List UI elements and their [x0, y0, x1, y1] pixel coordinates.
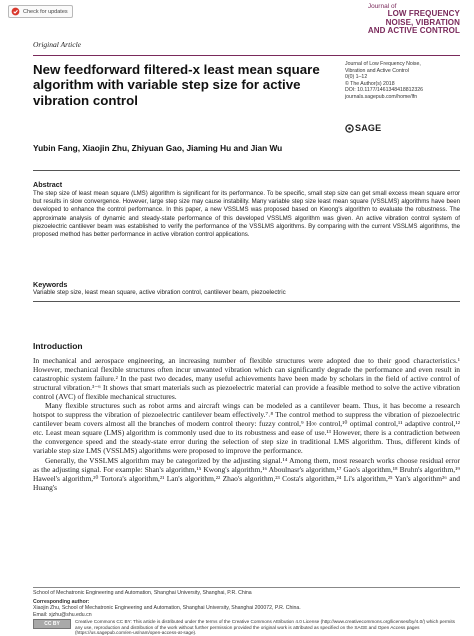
keywords-heading: Keywords: [33, 280, 68, 289]
publisher-name: SAGE: [355, 123, 382, 133]
introduction-paragraph: Generally, the VSSLMS algorithm may be categorized by the adjusting signal.¹⁴ Among them, most research works choose residual error as the adjusting signal. For example: Shan's algorithm,¹⁵ Kwong's algorithm,¹⁶ Aboulnasr's algorithm,¹⁷ Gao's algorithm,¹⁸ Bruhn's algorithm,¹⁹ Haweel's algorithm,²⁰ Tortora's algorithm,²¹ Lan's algorithm,²² Zhao's algorithm,²³ Costa's algorithm,²⁴ Li's algorithm,²⁵ Yan's algorithm²⁶ and Huang's: [33, 455, 460, 492]
footnote-divider: [33, 587, 460, 588]
corresponding-email[interactable]: Email: xjzhu@shu.edu.cn: [33, 611, 92, 618]
header-divider: [33, 55, 460, 56]
introduction-paragraph: Many flexible structures such as robot arms and aircraft wings can be modeled as a cantilever beam. Thus, it has become a research hotspot to suppress the vibration of piezoelectric cantilever beam effectively.⁷˒⁸ The control method to suppress the vibration of piezoelectric cantilever beam covers almost all the branches of modern control theory: fuzzy control,⁹ H∞ control,¹⁰ optimal control,¹¹ adaptive control,¹² etc. Least mean square (LMS) algorithm is commonly used due to its robustness and ease of use.¹³ However, there is a contradiction between the convergence speed and the steady-state error during the selection of step size in traditional LMS algorithm. Thus, different kinds of variable step size LMS (VSSLMS) algorithms were proposed to improve the performance.: [33, 401, 460, 456]
license-notice: [33, 619, 460, 636]
publisher-logo: [345, 123, 381, 133]
corresponding-address: Xiaojin Zhu, School of Mechatronic Engineering and Automation, Shanghai University, Shanghai 200072, P.R. China.: [33, 605, 301, 612]
journal-name-line-2: NOISE, VIBRATION: [385, 17, 460, 27]
journal-name-line-3: AND ACTIVE CONTROL: [367, 26, 460, 36]
abstract-text: The step size of least mean square (LMS) algorithm is significant for its performance. To be specific, small step size can get small excess mean square error but results in slow convergence. However, large step size may cause instability. Many variable step size least mean square (VSSLMS) algorithms have been developed to enhance the control performance. In this paper, a new VSSLMS was proposed based on Kwong's algorithm to evaluate the robustness. The approximate analysis of dynamic and steady-state performance of this developed VSSLMS algorithm was given. An active vibration control system of piezoelectric cantilever beam was established to verify the performance of the VSSLMS algorithms. By comparing with the current VSSLMS algorithms, the proposed method has better performance in active vibration control applications.: [33, 190, 460, 239]
keywords-divider: [33, 301, 460, 302]
corresponding-heading: Corresponding author:: [33, 599, 90, 605]
journal-masthead: [368, 3, 460, 36]
license-text: Creative Commons CC BY: This article is distributed under the terms of the Creative Commons Attribution 4.0 License (http://www.creativecommons.org/licenses/by/4.0/) which permits any use, reproduction and distribution of the work without further permission provided the original work is attributed as specified on the SAGE and Open Access pages (https://us.sagepub.com/en-us/nam/open-access-at-sage).: [75, 619, 456, 636]
corresponding-author: [33, 599, 301, 618]
article-type: Original Article: [33, 40, 81, 49]
meta-line: Journal of Low Frequency Noise,: [345, 61, 421, 67]
cc-license-icon: [33, 619, 71, 629]
sage-logo-icon: [345, 124, 354, 133]
refresh-icon: [11, 7, 20, 16]
introduction-body: [33, 356, 460, 492]
meta-line: Vibration and Active Control: [345, 67, 409, 74]
check-for-updates-badge[interactable]: [8, 5, 73, 18]
keywords-text: Variable step size, least mean square, active vibration control, cantilever beam, piezoelectric: [33, 289, 286, 296]
check-for-updates-label: Check for updates: [23, 8, 68, 15]
journal-name-line-1: LOW FREQUENCY: [387, 9, 460, 18]
abstract-section: [33, 170, 460, 268]
cc-badge-label: CC BY: [44, 621, 60, 627]
paper-title: New feedforward filtered-x least mean square algorithm with variable step size for active vibration control: [33, 62, 320, 108]
journal-of-label: Journal of: [367, 3, 397, 10]
meta-line: 0(0) 1–12: [345, 74, 368, 81]
affiliation-footnote: School of Mechatronic Engineering and Automation, Shanghai University, Shanghai, P.R. China: [33, 590, 252, 596]
journal-meta: [345, 61, 463, 101]
introduction-heading: Introduction: [33, 341, 83, 351]
abstract-heading: Abstract: [33, 180, 63, 189]
meta-line: © The Author(s) 2018: [345, 80, 395, 87]
introduction-paragraph: In mechanical and aerospace engineering, an increasing number of flexible structures were adopted due to their good characteristics.¹ However, mechanical flexible structures often incur unwanted vibration which can significantly degrade the performance and even result in catastrophic system failure.² In the past two decades, many useful achievements have been made by scholars in the field of active control of structural vibration.³⁻⁶ It shows that smart materials such as piezoelectric material can provide a feasible method to solve the active vibration control (AVC) of flexible mechanical structures.: [33, 356, 460, 402]
journal-url-link[interactable]: journals.sagepub.com/home/lfn: [345, 93, 418, 100]
doi-link[interactable]: DOI: 10.1177/1461348418812326: [345, 87, 424, 94]
author-list: Yubin Fang, Xiaojin Zhu, Zhiyuan Gao, Jiaming Hu and Jian Wu: [33, 143, 283, 153]
